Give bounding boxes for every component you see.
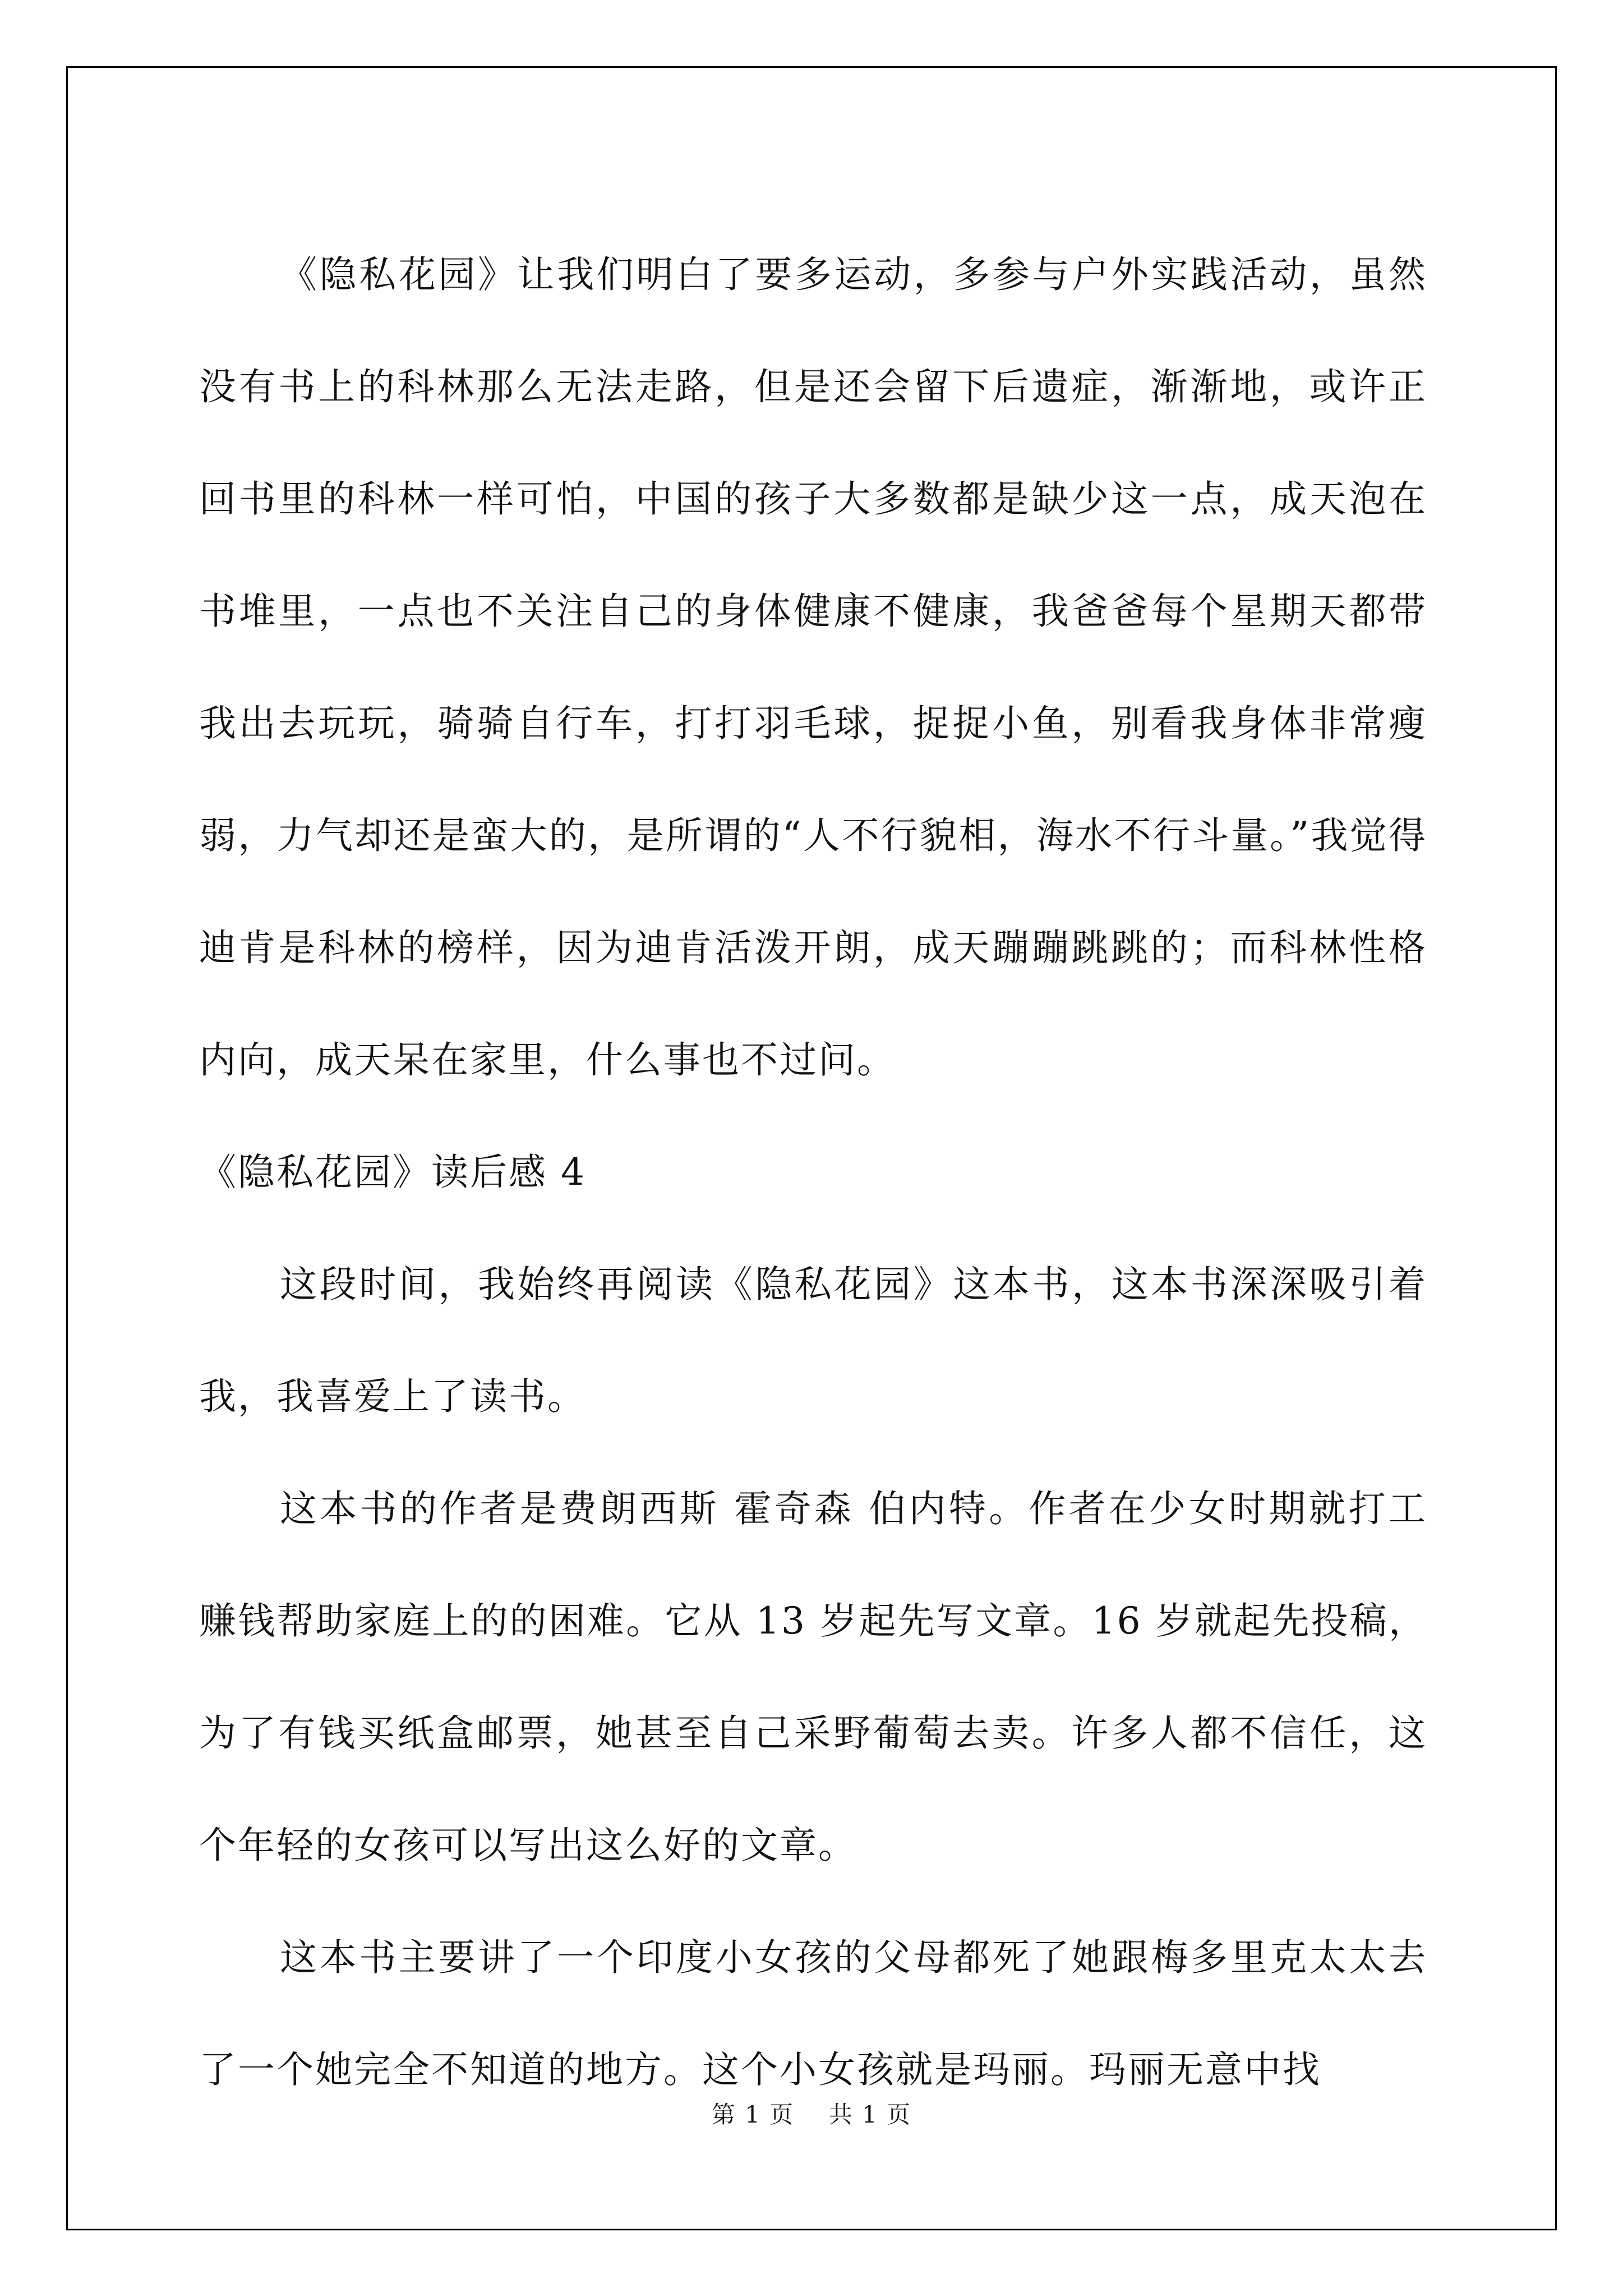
section-heading: 《隐私花园》读后感 4 [199, 1151, 586, 1194]
page-footer: 第 1 页 共 1 页 [711, 2101, 912, 2128]
paragraph-2: 这段时间，我始终再阅读《隐私花园》这本书，这本书深深吸引着我，我喜爱上了读书。 [199, 1263, 1427, 1418]
paragraph-3: 这本书的作者是费朗西斯 霍奇森 伯内特。作者在少女时期就打工赚钱帮助家庭上的的困难。它从 13 岁起先写文章。16 岁就起先投稿，为了有钱买纸盒邮票，她甚至自己采野葡萄去卖。许多人都不信任，这个年轻的女孩可以写出这么好的文章。 [199, 1487, 1427, 1867]
document-body [199, 219, 1427, 2126]
paragraph-4: 这本书主要讲了一个印度小女孩的父母都死了她跟梅多里克太太去了一个她完全不知道的地方。这个小女孩就是玛丽。玛丽无意中找 [199, 1936, 1427, 2091]
paragraph-1: 《隐私花园》让我们明白了要多运动，多参与户外实践活动，虽然没有书上的科林那么无法走路，但是还会留下后遗症，渐渐地，或许正回书里的科林一样可怕，中国的孩子大多数都是缺少这一点，成天泡在书堆里，一点也不关注自己的身体健康不健康，我爸爸每个星期天都带我出去玩玩，骑骑自行车，打打羽毛球，捉捉小鱼，别看我身体非常瘦弱，力气却还是蛮大的，是所谓的“人不行貌相，海水不行斗量。”我觉得迪肯是科林的榜样，因为迪肯活泼开朗，成天蹦蹦跳跳的；而科林性格内向，成天呆在家里，什么事也不过问。 [199, 253, 1427, 1082]
